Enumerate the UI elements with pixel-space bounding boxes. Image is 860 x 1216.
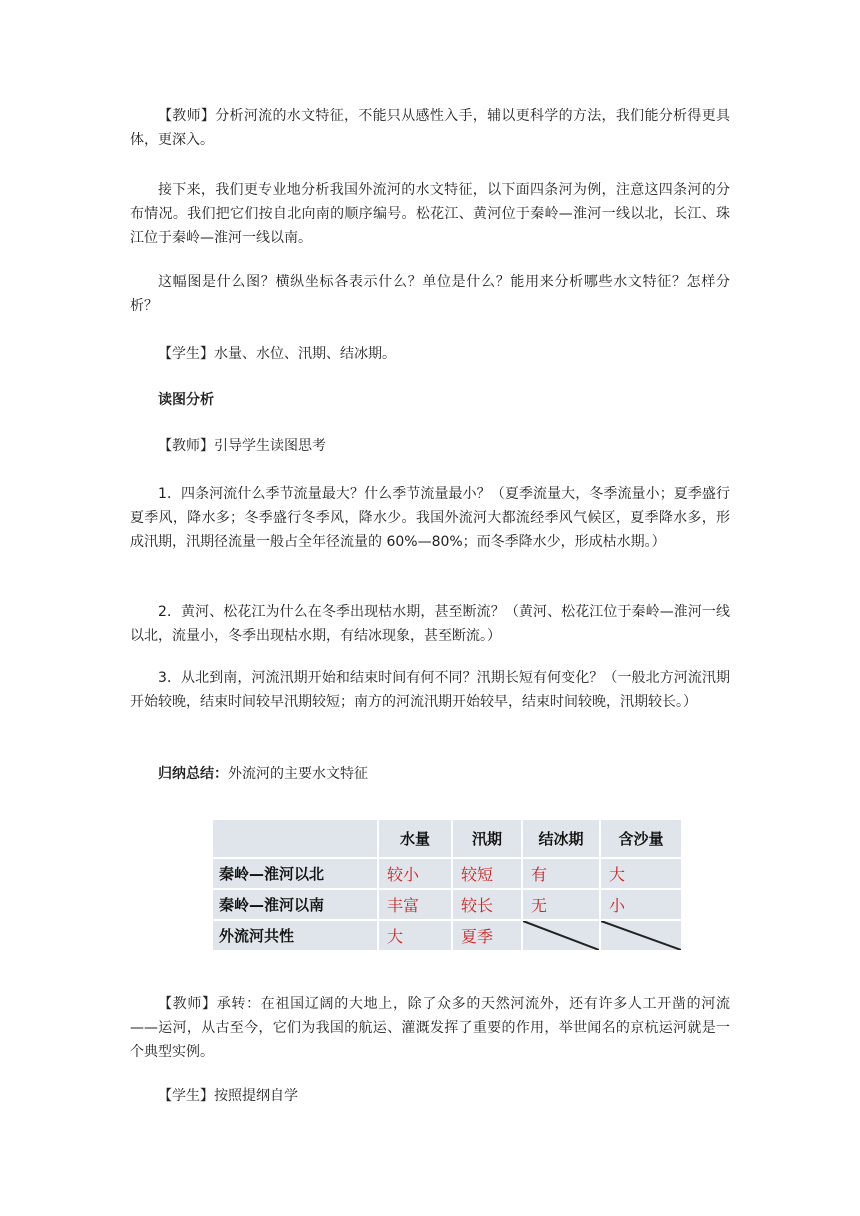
row-label: 秦岭—淮河以南: [212, 889, 378, 920]
table-cell: 有: [522, 858, 600, 889]
table-cell: 夏季: [452, 920, 522, 951]
table-cell: 大: [600, 858, 682, 889]
paragraph-question-1: 1．四条河流什么季节流量最大？什么季节流量最小？（夏季流量大，冬季流量小；夏季盛行夏季风，降水多；冬季盛行冬季风，降水少。我国外流河大都流经季风气候区，夏季降水多，形成汛期，汛期径流量一般占全年径流量的 60%—80%；而冬季降水少，形成枯水期。）: [130, 486, 730, 550]
table-cell: 小: [600, 889, 682, 920]
table-cell-diagonal: [522, 920, 600, 951]
table-row: [212, 920, 682, 951]
table-cell: 大: [378, 920, 452, 951]
table-row: [212, 889, 682, 920]
diagonal-line-icon: [523, 921, 599, 950]
summary-label: 归纳总结：: [158, 766, 228, 782]
table-corner-cell: [212, 819, 378, 858]
table-header: 结冰期: [522, 819, 600, 858]
table-header: 含沙量: [600, 819, 682, 858]
section-heading-read-chart: 读图分析: [158, 392, 214, 408]
paragraph-four-rivers: 接下来，我们更专业地分析我国外流河的水文特征，以下面四条河为例，注意这四条河的分布情况。我们把它们按自北向南的顺序编号。松花江、黄河位于秦岭—淮河一线以北，长江、珠江位于秦岭—淮河一线以南。: [130, 182, 730, 246]
table-cell: 无: [522, 889, 600, 920]
row-label: 外流河共性: [212, 920, 378, 951]
table-cell: 丰富: [378, 889, 452, 920]
paragraph-question-3: 3．从北到南，河流汛期开始和结束时间有何不同？汛期长短有何变化？（一般北方河流汛期开始较晚，结束时间较早汛期较短；南方的河流汛期开始较早，结束时间较晚，汛期较长。）: [130, 670, 730, 710]
paragraph-teacher-guide: 【教师】引导学生读图思考: [158, 438, 326, 454]
table-cell-diagonal: [600, 920, 682, 951]
hydrology-table-image: [211, 818, 681, 952]
paragraph-canal-transition: 【教师】承转：在祖国辽阔的大地上，除了众多的天然河流外，还有许多人工开凿的河流——运河，从古至今，它们为我国的航运、灌溉发挥了重要的作用，举世闻名的京杭运河就是一个典型实例。: [130, 996, 730, 1060]
diagonal-line-icon: [601, 921, 681, 950]
paragraph-summary: [130, 762, 730, 786]
table-cell: 较长: [452, 889, 522, 920]
paragraph-chart-questions: 这幅图是什么图？横纵坐标各表示什么？单位是什么？能用来分析哪些水文特征？怎样分析？: [130, 274, 730, 314]
paragraph-student-answer: 【学生】水量、水位、汛期、结冰期。: [158, 346, 396, 362]
table-header: 汛期: [452, 819, 522, 858]
paragraph-question-2: 2．黄河、松花江为什么在冬季出现枯水期，甚至断流？（黄河、松花江位于秦岭—淮河一线以北，流量小，冬季出现枯水期，有结冰现象，甚至断流。）: [130, 604, 730, 644]
table-header-row: [212, 819, 682, 858]
summary-text: 外流河的主要水文特征: [228, 766, 368, 782]
row-label: 秦岭—淮河以北: [212, 858, 378, 889]
table-cell: 较小: [378, 858, 452, 889]
table-row: [212, 858, 682, 889]
table-cell: 较短: [452, 858, 522, 889]
paragraph-teacher-intro: 【教师】分析河流的水文特征，不能只从感性入手，辅以更科学的方法，我们能分析得更具体，更深入。: [130, 108, 730, 148]
hydrology-table: [211, 818, 683, 952]
paragraph-student-self-study: 【学生】按照提纲自学: [158, 1088, 298, 1104]
table-header: 水量: [378, 819, 452, 858]
